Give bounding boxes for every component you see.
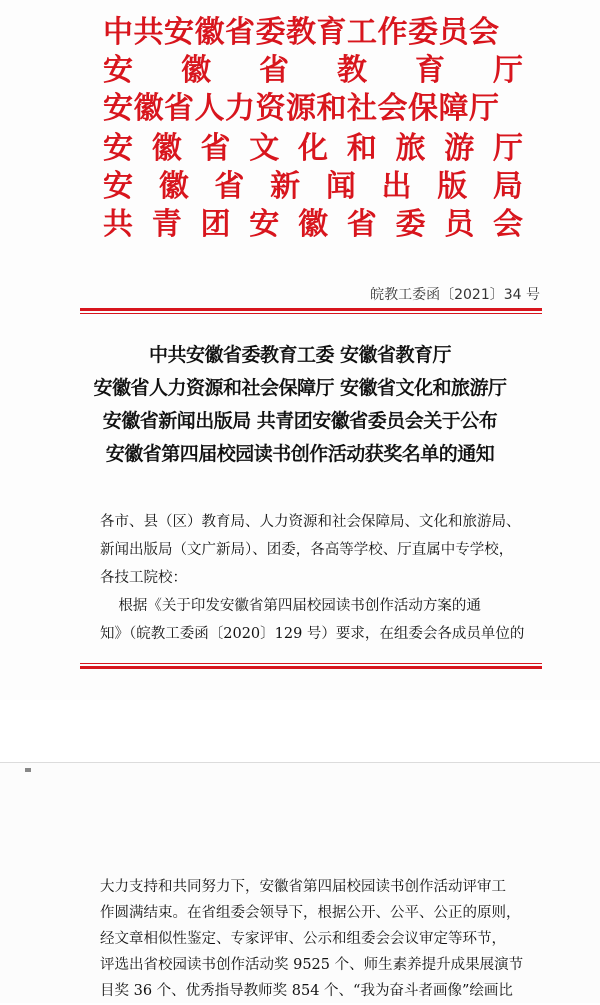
issuer-char: 和 [346, 131, 377, 166]
header-rule-thin [80, 313, 542, 314]
notice-title-line-4: 安徽省第四届校园读书创作活动获奖名单的通知 [105, 443, 495, 465]
body-line: 知》（皖教工委函〔2020〕129 号）要求，在组委会各成员单位的 [100, 626, 525, 642]
issuer-char: 省 [200, 131, 231, 166]
body-line: 评选出省校园读书创作活动奖 9525 个、师生素养提升成果展演节 [100, 957, 524, 973]
issuer-line-4 [103, 132, 523, 166]
header-rule-thick [80, 308, 542, 311]
body-line: 大力支持和共同努力下，安徽省第四届校园读书创作活动评审工 [100, 879, 506, 895]
notice-title-line-2: 安徽省人力资源和社会保障厅 安徽省文化和旅游厅 [93, 377, 507, 399]
issuer-char: 闻 [325, 169, 356, 204]
issuer-char: 安 [103, 53, 133, 88]
issuer-char: 安 [103, 169, 133, 204]
issuer-line-5 [103, 170, 523, 204]
issuer-char: 员 [444, 207, 475, 242]
issuer-char: 厅 [493, 131, 523, 166]
issuer-char: 旅 [395, 131, 426, 166]
issuer-char: 会 [493, 207, 523, 242]
issuer-line-1: 中共安徽省委教育工作委员会 [103, 15, 500, 50]
footer-rule-thick [80, 666, 542, 669]
issuer-char: 委 [395, 207, 426, 242]
document-number: 皖教工委函〔2021〕34 号 [370, 287, 540, 303]
issuer-char: 局 [492, 169, 523, 204]
notice-title-line-1: 中共安徽省委教育工委 安徽省教育厅 [148, 344, 452, 366]
issuer-char: 省 [214, 169, 245, 204]
scan-mark [25, 768, 31, 772]
issuer-char: 游 [444, 131, 475, 166]
issuer-char: 安 [103, 131, 133, 166]
page-gap [0, 700, 600, 762]
issuer-char: 化 [298, 131, 328, 166]
issuer-char: 省 [259, 53, 289, 88]
issuer-line-2 [103, 54, 523, 88]
issuer-char: 厅 [493, 53, 523, 88]
issuer-char: 省 [346, 207, 377, 242]
issuer-char: 安 [249, 207, 280, 242]
issuer-char: 共 [103, 207, 133, 242]
body-line: 根据《关于印发安徽省第四届校园读书创作活动方案的通 [100, 598, 481, 614]
issuer-char: 新 [270, 169, 301, 204]
issuer-char: 徽 [181, 53, 211, 88]
issuer-line-3: 安徽省人力资源和社会保障厅 [103, 91, 500, 126]
issuer-char: 青 [151, 207, 182, 242]
body-line: 经文章相似性鉴定、专家评审、公示和组委会会议审定等环节， [100, 931, 506, 947]
issuer-line-6 [103, 208, 523, 242]
body-line: 各技工院校： [100, 570, 187, 586]
body-line: 作圆满结束。在省组委会领导下，根据公开、公平、公正的原则， [100, 905, 521, 921]
issuer-char: 团 [200, 207, 231, 242]
issuer-char: 出 [381, 169, 412, 204]
notice-title-line-3: 安徽省新闻出版局 共青团安徽省委员会关于公布 [102, 410, 498, 432]
body-line: 目奖 36 个、优秀指导教师奖 854 个、“我为奋斗者画像”绘画比 [100, 983, 513, 999]
issuer-char: 文 [249, 131, 280, 166]
issuer-char: 徽 [298, 207, 328, 242]
footer-rule-thin [80, 663, 542, 664]
issuer-char: 徽 [151, 131, 182, 166]
issuer-char: 版 [437, 169, 468, 204]
body-line: 新闻出版局（文广新局）、团委，各高等学校、厅直属中专学校， [100, 542, 514, 558]
issuer-char: 育 [415, 53, 445, 88]
issuer-char: 徽 [158, 169, 189, 204]
issuer-char: 教 [337, 53, 367, 88]
body-line: 各市、县（区）教育局、人力资源和社会保障局、文化和旅游局、 [100, 514, 521, 530]
